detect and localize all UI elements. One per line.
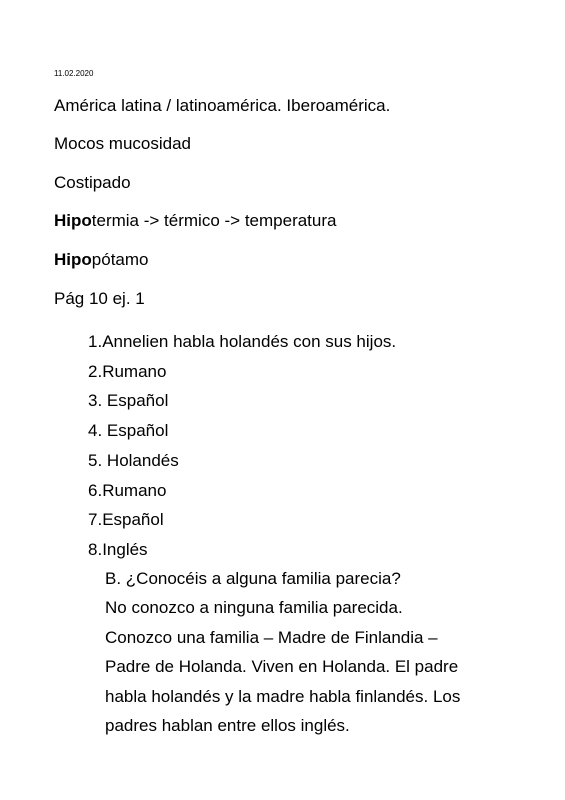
paragraph-line: No conozco a ninguna familia parecida. — [105, 598, 403, 618]
note-line — [54, 210, 336, 232]
bold-prefix: Hipo — [54, 250, 92, 269]
list-text: Holandés — [102, 450, 179, 470]
list-item — [88, 476, 396, 506]
paragraph-line: habla holandés y la madre habla finlandés. Los — [105, 686, 461, 706]
answer-paragraph — [105, 564, 525, 740]
list-number: 3. — [88, 391, 103, 411]
list-item — [88, 446, 396, 476]
list-item — [88, 535, 396, 565]
list-text: Annelien habla holandés con sus hijos. — [102, 332, 397, 351]
list-text: Inglés — [102, 539, 148, 559]
list-number: 6. — [88, 480, 103, 500]
date-label: 11.02.2020 — [54, 69, 94, 78]
list-item — [88, 357, 396, 387]
note-line: Costipado — [54, 173, 131, 192]
list-item — [88, 386, 396, 416]
paragraph-line: Conozco una familia – Madre de Finlandia – — [105, 627, 438, 647]
list-text: Rumano — [102, 480, 167, 500]
list-text: Español — [102, 391, 169, 411]
list-number: 2. — [88, 361, 103, 381]
exercise-heading: Pág 10 ej. 1 — [54, 289, 145, 308]
note-line: América latina / latinoamérica. Iberoamérica. — [54, 96, 391, 115]
list-item — [88, 416, 396, 446]
list-number: 1. — [88, 332, 103, 351]
list-text: Español — [102, 421, 169, 441]
list-number: 5. — [88, 450, 103, 470]
note-line — [54, 249, 148, 271]
note-line: Mocos mucosidad — [54, 134, 192, 153]
list-number: 8. — [88, 539, 103, 559]
list-item — [88, 505, 396, 535]
list-number: 7. — [88, 510, 103, 530]
list-item — [88, 327, 396, 357]
line-rest: termia -> térmico -> temperatura — [91, 211, 337, 230]
answer-list — [88, 327, 396, 565]
list-text: Español — [102, 510, 164, 530]
line-rest: pótamo — [91, 250, 149, 269]
list-number: 4. — [88, 421, 103, 441]
paragraph-line: padres hablan entre ellos inglés. — [105, 716, 350, 736]
paragraph-line: B. ¿Conocéis a alguna familia parecia? — [105, 569, 401, 588]
bold-prefix: Hipo — [54, 211, 92, 230]
paragraph-line: Padre de Holanda. Viven en Holanda. El padre — [105, 657, 459, 677]
list-text: Rumano — [102, 361, 167, 381]
